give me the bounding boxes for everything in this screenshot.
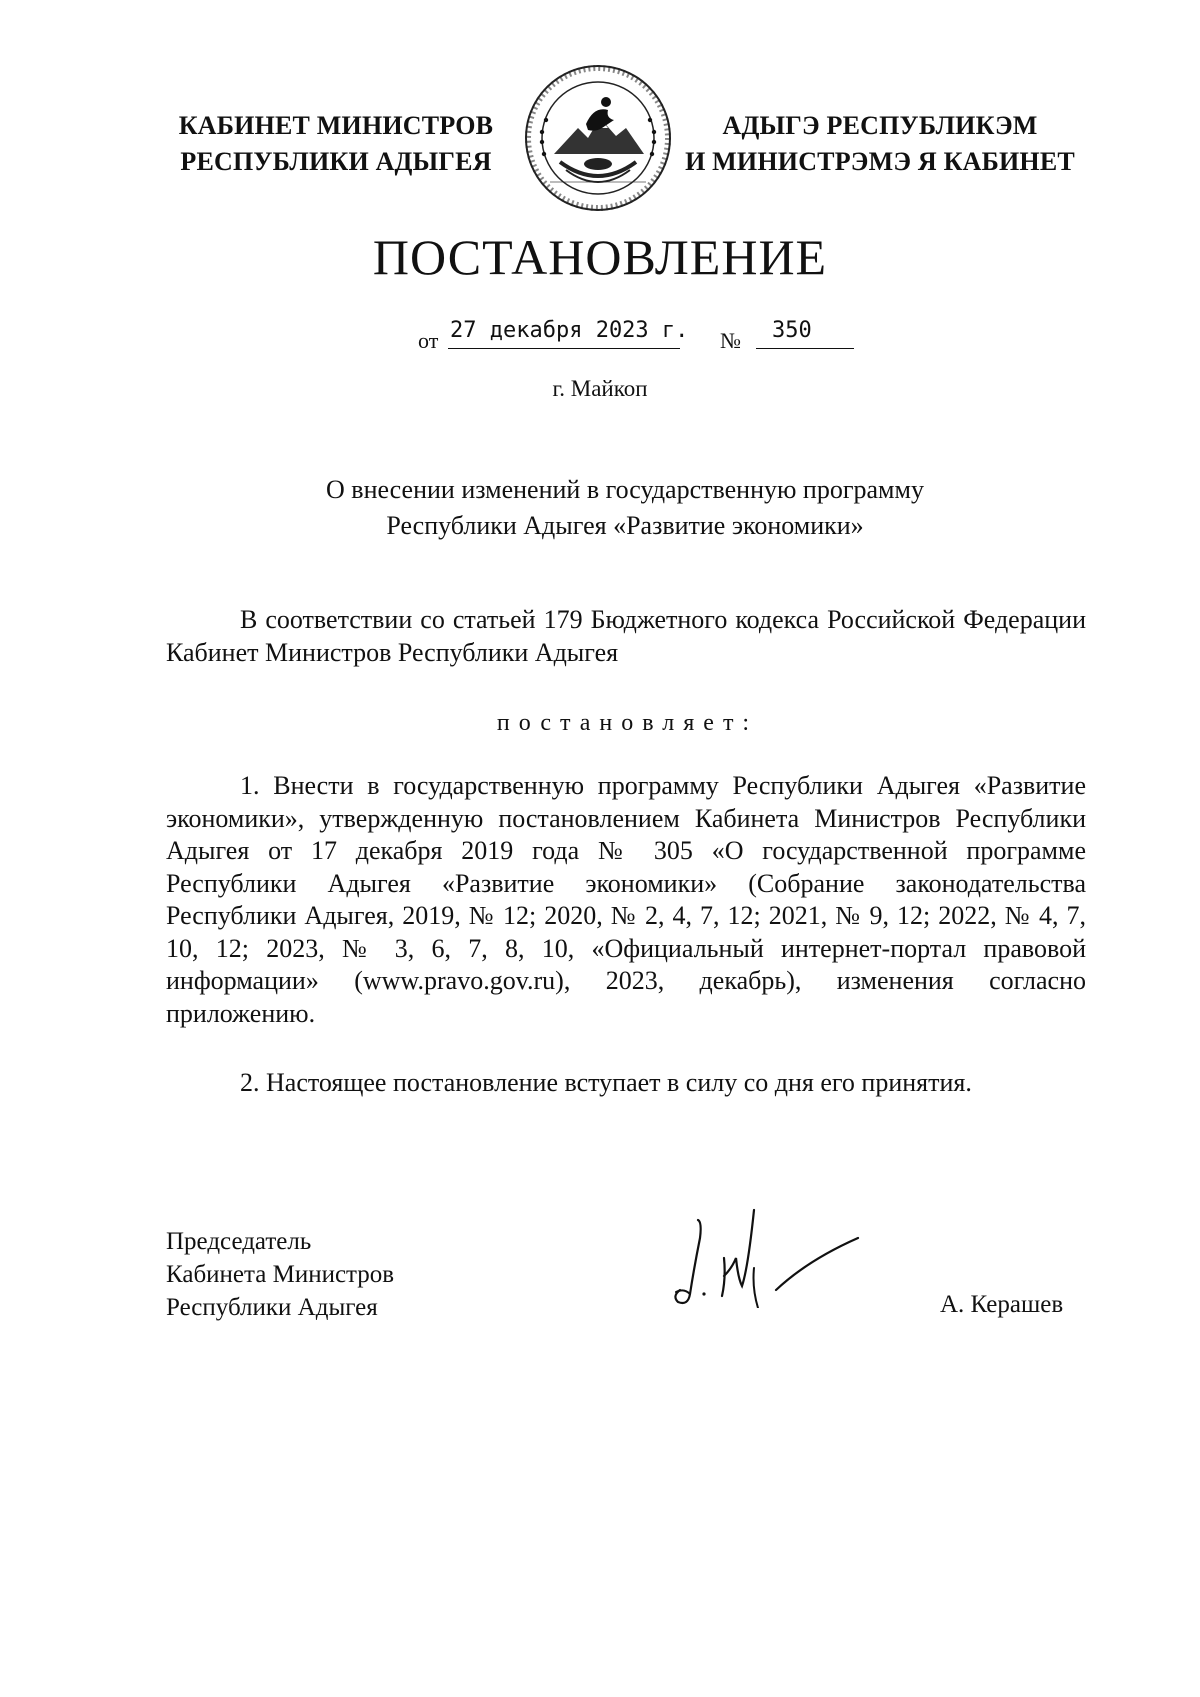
preamble-paragraph: В соответствии со статьей 179 Бюджетного кодекса Российской Федерации Кабинет Министров Республики Адыгея: [166, 605, 1086, 667]
org-name-line2: РЕСПУБЛИКИ АДЫГЕЯ: [180, 147, 492, 176]
position-line1: Председатель: [166, 1228, 312, 1255]
org-name-russian: [176, 108, 496, 180]
signatory-name: А. Керашев: [940, 1291, 1064, 1318]
decree-word: постановляет:: [496, 710, 759, 736]
org-name-adyghe-line1: АДЫГЭ РЕСПУБЛИКЭМ: [722, 111, 1038, 140]
position-line3: Республики Адыгея: [166, 1294, 378, 1321]
org-name-adyghe-line2: И МИНИСТРЭМЭ Я КАБИНЕТ: [685, 147, 1075, 176]
document-date: 27 декабря 2023 г.: [448, 318, 680, 349]
position-line2: Кабинета Министров: [166, 1261, 395, 1288]
document-number: 350: [756, 318, 854, 349]
document-title: ПОСТАНОВЛЕНИЕ: [372, 229, 828, 285]
number-sign: №: [720, 328, 741, 353]
paragraph-1: 1. Внести в государственную программу Республики Адыгея «Развитие экономики», утвержденную постановлением Кабинета Министров Республики Адыгея от 17 декабря 2019 года № 305 «О государственной программе Республики Адыгея «Развитие экономики» (Собрание законодательства Республики Адыгея, 2019, № 12; 2020, № 2, 4, 7, 12; 2021, № 9, 12; 2022, № 4, 7, 10, 12; 2023, № 3, 6, 7, 8, 10, «Официальный интернет-портал правовой информации» (www.pravo.gov.ru), 2023, декабрь), изменения согласно приложению.: [166, 771, 1086, 1028]
org-name-line1: КАБИНЕТ МИНИСТРОВ: [178, 111, 494, 140]
subject-line1: О внесении изменений в государственную программу: [326, 475, 924, 504]
signatory-position: [166, 1225, 394, 1324]
org-name-adyghe: [680, 108, 1080, 180]
document-subject: [0, 472, 1200, 544]
paragraph-2: 2. Настоящее постановление вступает в силу со дня его принятия.: [240, 1068, 972, 1097]
republic-emblem-icon: [522, 62, 674, 214]
handwritten-signature: [668, 1198, 868, 1308]
date-prefix: от: [418, 328, 439, 353]
subject-line2: Республики Адыгея «Развитие экономики»: [386, 511, 864, 540]
city: г. Майкоп: [552, 376, 648, 401]
